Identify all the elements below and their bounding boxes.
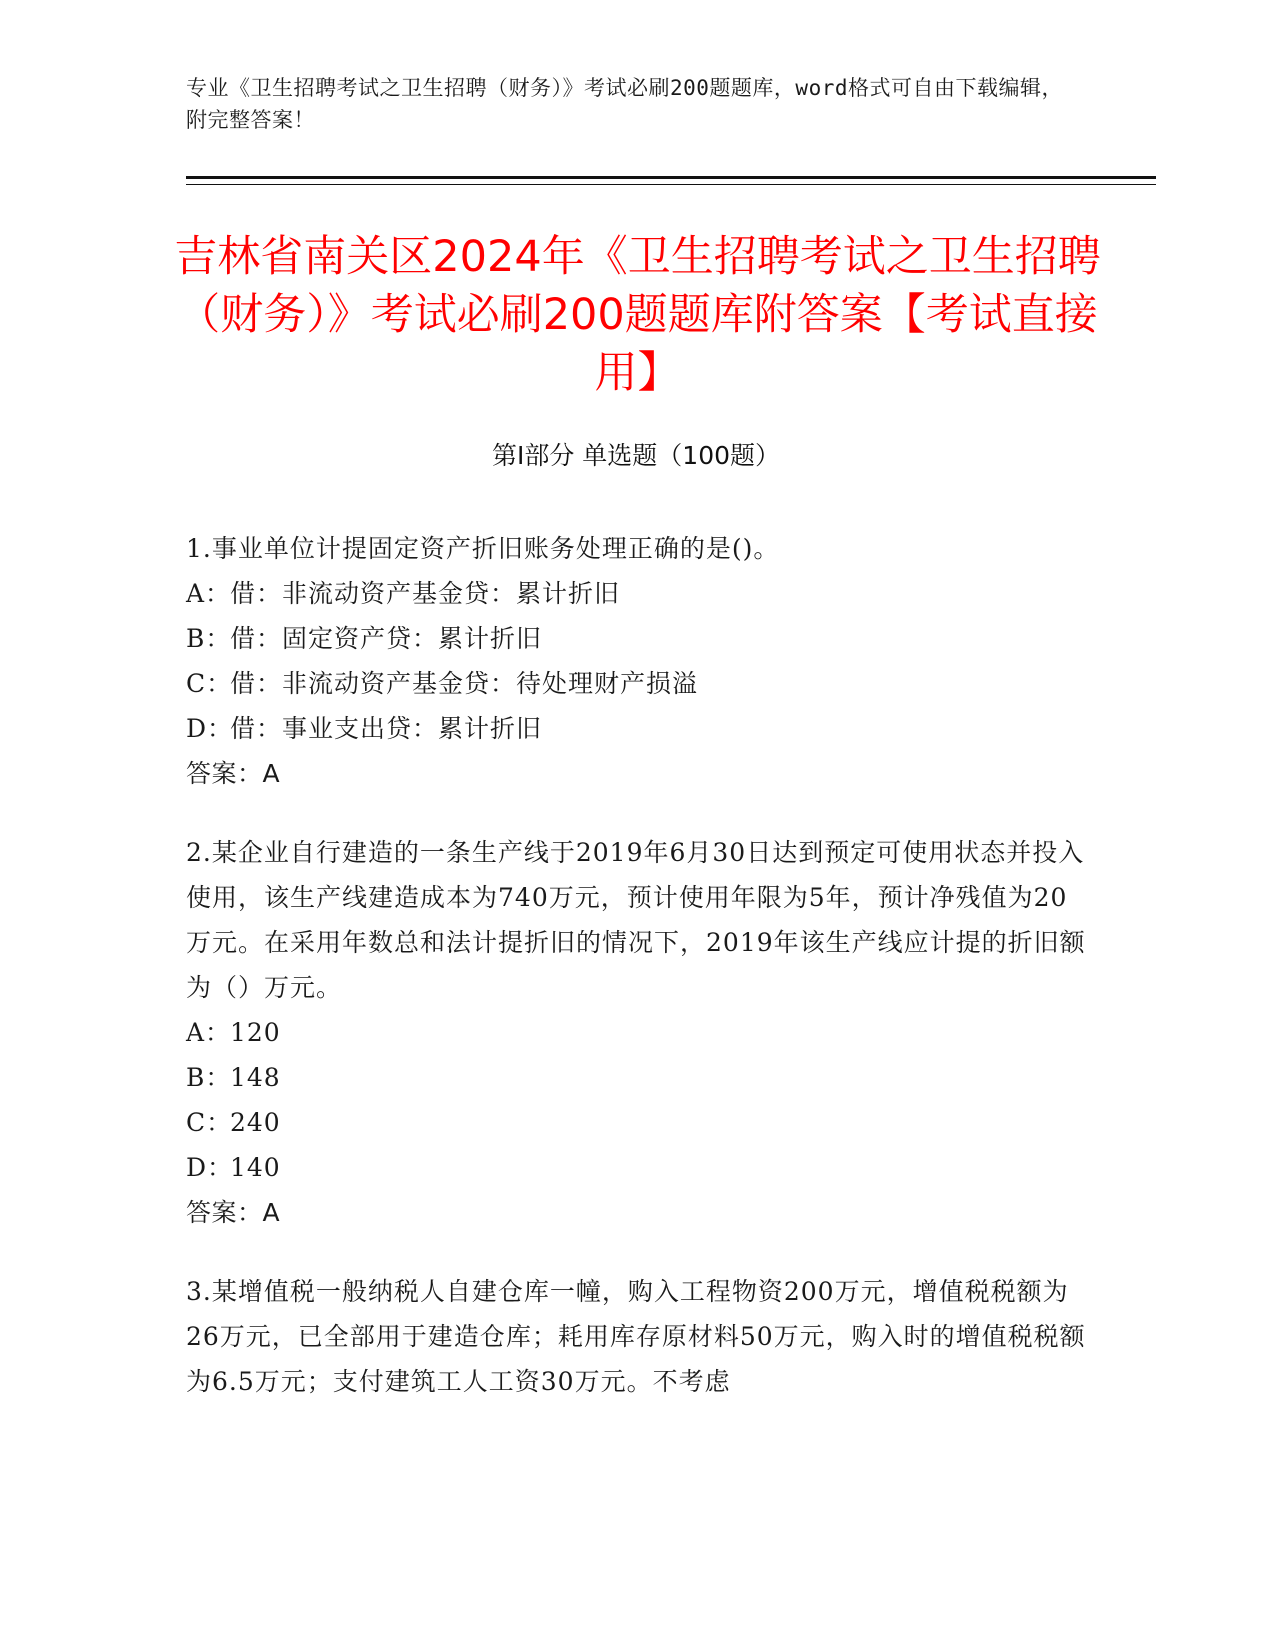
option-b	[186, 616, 1086, 661]
header-divider-thin	[186, 184, 1156, 185]
option-b	[186, 1055, 1086, 1100]
option-key: D：	[186, 1153, 234, 1182]
option-text: 240	[230, 1108, 281, 1137]
option-text: 120	[230, 1018, 281, 1047]
option-d	[186, 706, 1086, 751]
option-key: B：	[186, 624, 232, 653]
answer-line: 答案：A	[186, 759, 281, 788]
option-key: B：	[186, 1063, 232, 1092]
question-stem: 1.事业单位计提固定资产折旧账务处理正确的是()。	[186, 534, 780, 563]
question-stem: 3.某增值税一般纳税人自建仓库一幢，购入工程物资200万元，增值税税额为26万元，已全部用于建造仓库；耗用库存原材料50万元，购入时的增值税税额为6.5万元；支付建筑工人工资30万元。不考虑	[186, 1277, 1086, 1396]
option-key: C：	[186, 1108, 233, 1137]
question-list	[186, 526, 1086, 1438]
option-text: 148	[230, 1063, 281, 1092]
option-c	[186, 661, 1086, 706]
option-a	[186, 571, 1086, 616]
question-item	[186, 1269, 1086, 1404]
option-text: 借：固定资产贷：累计折旧	[230, 624, 543, 653]
option-text: 140	[230, 1153, 281, 1182]
option-key: A：	[186, 579, 232, 608]
option-key: C：	[186, 669, 233, 698]
option-text: 借：事业支出贷：累计折旧	[230, 714, 543, 743]
option-c	[186, 1100, 1086, 1145]
question-item	[186, 830, 1086, 1235]
question-stem: 2.某企业自行建造的一条生产线于2019年6月30日达到预定可使用状态并投入使用，该生产线建造成本为740万元，预计使用年限为5年，预计净残值为20万元。在采用年数总和法计提折旧的情况下，2019年该生产线应计提的折旧额为（）万元。	[186, 838, 1086, 1002]
header-divider-thick	[186, 176, 1156, 179]
option-a	[186, 1010, 1086, 1055]
document-title: 吉林省南关区2024年《卫生招聘考试之卫生招聘（财务）》考试必刷200题题库附答案【考试直接用】	[174, 232, 1101, 398]
option-key: A：	[186, 1018, 232, 1047]
section-heading: 第I部分 单选题（100题）	[491, 441, 781, 470]
question-item	[186, 526, 1086, 796]
option-key: D：	[186, 714, 234, 743]
answer-line: 答案：A	[186, 1198, 281, 1227]
header-note: 专业《卫生招聘考试之卫生招聘（财务）》考试必刷200题题库，word格式可自由下载编辑，附完整答案！	[186, 76, 1063, 132]
option-text: 借：非流动资产基金贷：待处理财产损溢	[230, 669, 699, 698]
option-text: 借：非流动资产基金贷：累计折旧	[230, 579, 621, 608]
option-d	[186, 1145, 1086, 1190]
